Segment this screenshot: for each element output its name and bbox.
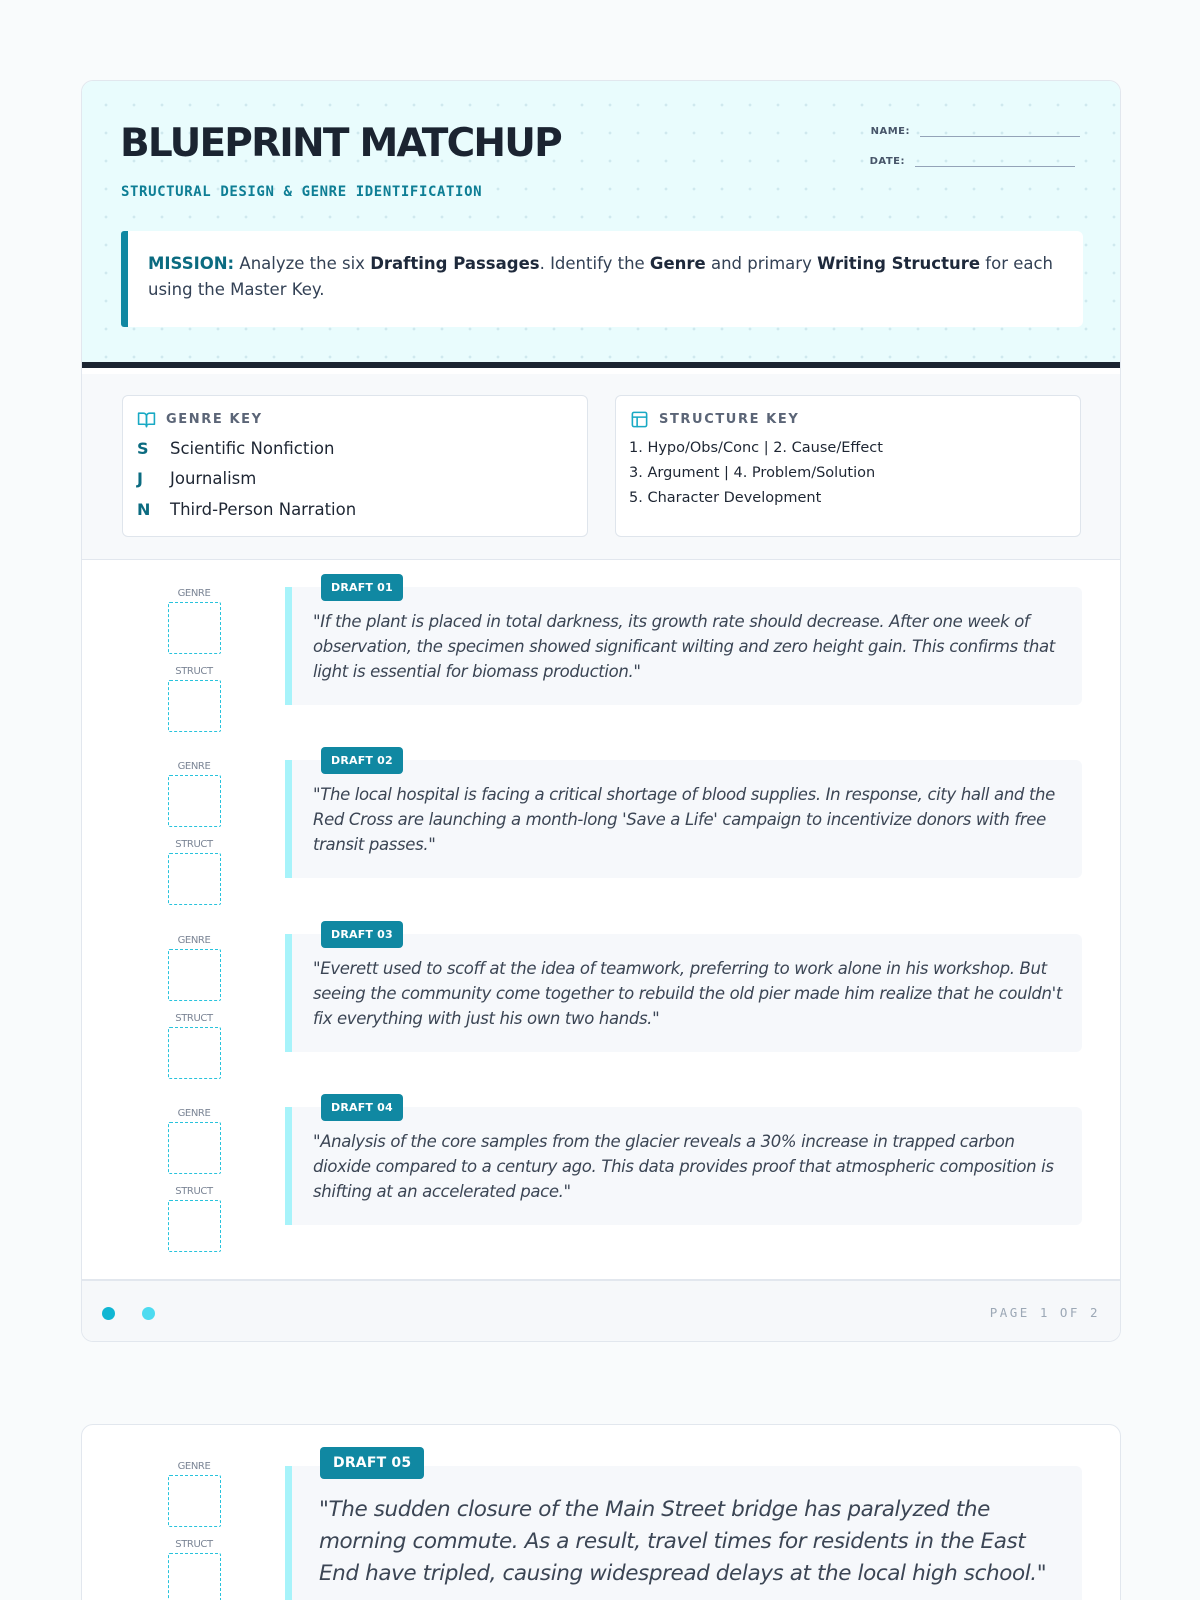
worksheet-title: BLUEPRINT MATCHUP	[120, 121, 561, 166]
struct-answer-box[interactable]	[168, 853, 221, 905]
mission-callout	[121, 231, 1083, 327]
name-field[interactable]	[871, 125, 1080, 137]
draft-badge: DRAFT 02	[321, 747, 403, 774]
genre-answer-box[interactable]	[168, 775, 221, 827]
open-book-icon	[137, 410, 156, 429]
draft-passage: "Analysis of the core samples from the glacier reveals a 30% increase in trapped carbon dioxide compared to a century ago. This data provides proof that atmospheric composition is shifting at an accelerated pace."	[285, 1107, 1082, 1225]
page-number: PAGE 1 OF 2	[989, 1305, 1100, 1320]
draft-item	[82, 921, 1120, 1085]
genre-key-title	[137, 410, 263, 429]
genre-label: Scientific Nonfiction	[170, 439, 335, 458]
draft-passage: "If the plant is placed in total darkness, its growth rate should decrease. After one week of observation, the specimen showed significant wilting and zero height gain. This confirms that light is essential for biomass production."	[285, 587, 1082, 705]
mission-bold-1: Drafting Passages	[370, 254, 540, 273]
struct-answer-label: STRUCT	[175, 666, 213, 677]
struct-answer-label: STRUCT	[175, 1539, 213, 1550]
name-label: NAME:	[870, 126, 910, 137]
mission-bold-2: Genre	[649, 254, 706, 273]
draft-item	[82, 574, 1120, 738]
genre-code: S	[137, 439, 149, 458]
worksheet-page-2	[81, 1424, 1121, 1600]
genre-answer-label: GENRE	[177, 761, 211, 772]
genre-code: N	[137, 500, 151, 519]
struct-answer-box[interactable]	[168, 1200, 221, 1252]
struct-answer-label: STRUCT	[175, 1013, 213, 1024]
structure-key-title	[630, 410, 799, 429]
date-label: DATE:	[869, 156, 905, 167]
draft-badge: DRAFT 03	[321, 921, 403, 948]
struct-answer-box[interactable]	[168, 1553, 221, 1600]
genre-label: Third-Person Narration	[170, 500, 357, 519]
mission-text-4: for each using the Master Key.	[148, 254, 1054, 299]
draft-badge: DRAFT 04	[321, 1094, 403, 1121]
decorative-dot	[142, 1307, 155, 1320]
mission-text-3: and primary	[705, 254, 818, 273]
name-line[interactable]	[920, 125, 1080, 137]
struct-answer-label: STRUCT	[175, 1186, 213, 1197]
struct-answer-box[interactable]	[168, 1027, 221, 1079]
page-footer	[82, 1279, 1120, 1341]
mission-text-1: Analyze the six	[234, 254, 371, 273]
draft-passage: "The sudden closure of the Main Street bridge has paralyzed the morning commute. As a result, travel times for residents in the East End have tripled, causing widespread delays at the local high school."	[285, 1466, 1082, 1600]
genre-answer-box[interactable]	[168, 1122, 221, 1174]
genre-answer-box[interactable]	[168, 949, 221, 1001]
layout-icon	[630, 410, 649, 429]
mission-text-2: . Identify the	[539, 254, 650, 273]
genre-answer-label: GENRE	[177, 588, 211, 599]
struct-answer-box[interactable]	[168, 680, 221, 732]
structure-key-box	[615, 395, 1081, 537]
date-field[interactable]	[870, 155, 1075, 167]
draft-passage: "The local hospital is facing a critical shortage of blood supplies. In response, city hall and the Red Cross are launching a month-long 'Save a Life' campaign to incentivize donors with free transit passes."	[285, 760, 1082, 878]
draft-badge: DRAFT 01	[321, 574, 403, 601]
genre-key-item	[137, 469, 256, 488]
draft-item	[82, 1447, 1120, 1600]
structure-key-line: 3. Argument | 4. Problem/Solution	[629, 465, 876, 481]
draft-item	[82, 1094, 1120, 1258]
genre-key-item	[137, 500, 356, 519]
struct-answer-label: STRUCT	[175, 839, 213, 850]
genre-answer-label: GENRE	[177, 1108, 211, 1119]
genre-code: J	[137, 469, 143, 488]
genre-answer-box[interactable]	[168, 1475, 221, 1527]
draft-badge: DRAFT 05	[320, 1447, 424, 1479]
structure-key-line: 1. Hypo/Obs/Conc | 2. Cause/Effect	[629, 440, 883, 456]
genre-key-label: GENRE KEY	[166, 412, 263, 427]
decorative-dot	[102, 1307, 115, 1320]
genre-answer-label: GENRE	[177, 1461, 211, 1472]
master-key-area	[82, 374, 1120, 560]
genre-label: Journalism	[170, 469, 257, 488]
structure-key-line: 5. Character Development	[629, 490, 822, 506]
genre-key-box	[122, 395, 588, 537]
worksheet-page-1	[81, 80, 1121, 1342]
worksheet-subtitle: STRUCTURAL DESIGN & GENRE IDENTIFICATION	[121, 184, 483, 200]
worksheet-header	[82, 81, 1120, 368]
genre-answer-box[interactable]	[168, 602, 221, 654]
mission-bold-3: Writing Structure	[817, 254, 981, 273]
genre-key-item	[137, 439, 334, 458]
draft-passage: "Everett used to scoff at the idea of teamwork, preferring to work alone in his workshop. But seeing the community come together to rebuild the old pier made him realize that he couldn't fix everything with just his own two hands."	[285, 934, 1082, 1052]
genre-answer-label: GENRE	[177, 935, 211, 946]
mission-label: MISSION:	[148, 254, 235, 273]
draft-item	[82, 747, 1120, 911]
date-line[interactable]	[915, 155, 1075, 167]
structure-key-label: STRUCTURE KEY	[659, 412, 800, 427]
